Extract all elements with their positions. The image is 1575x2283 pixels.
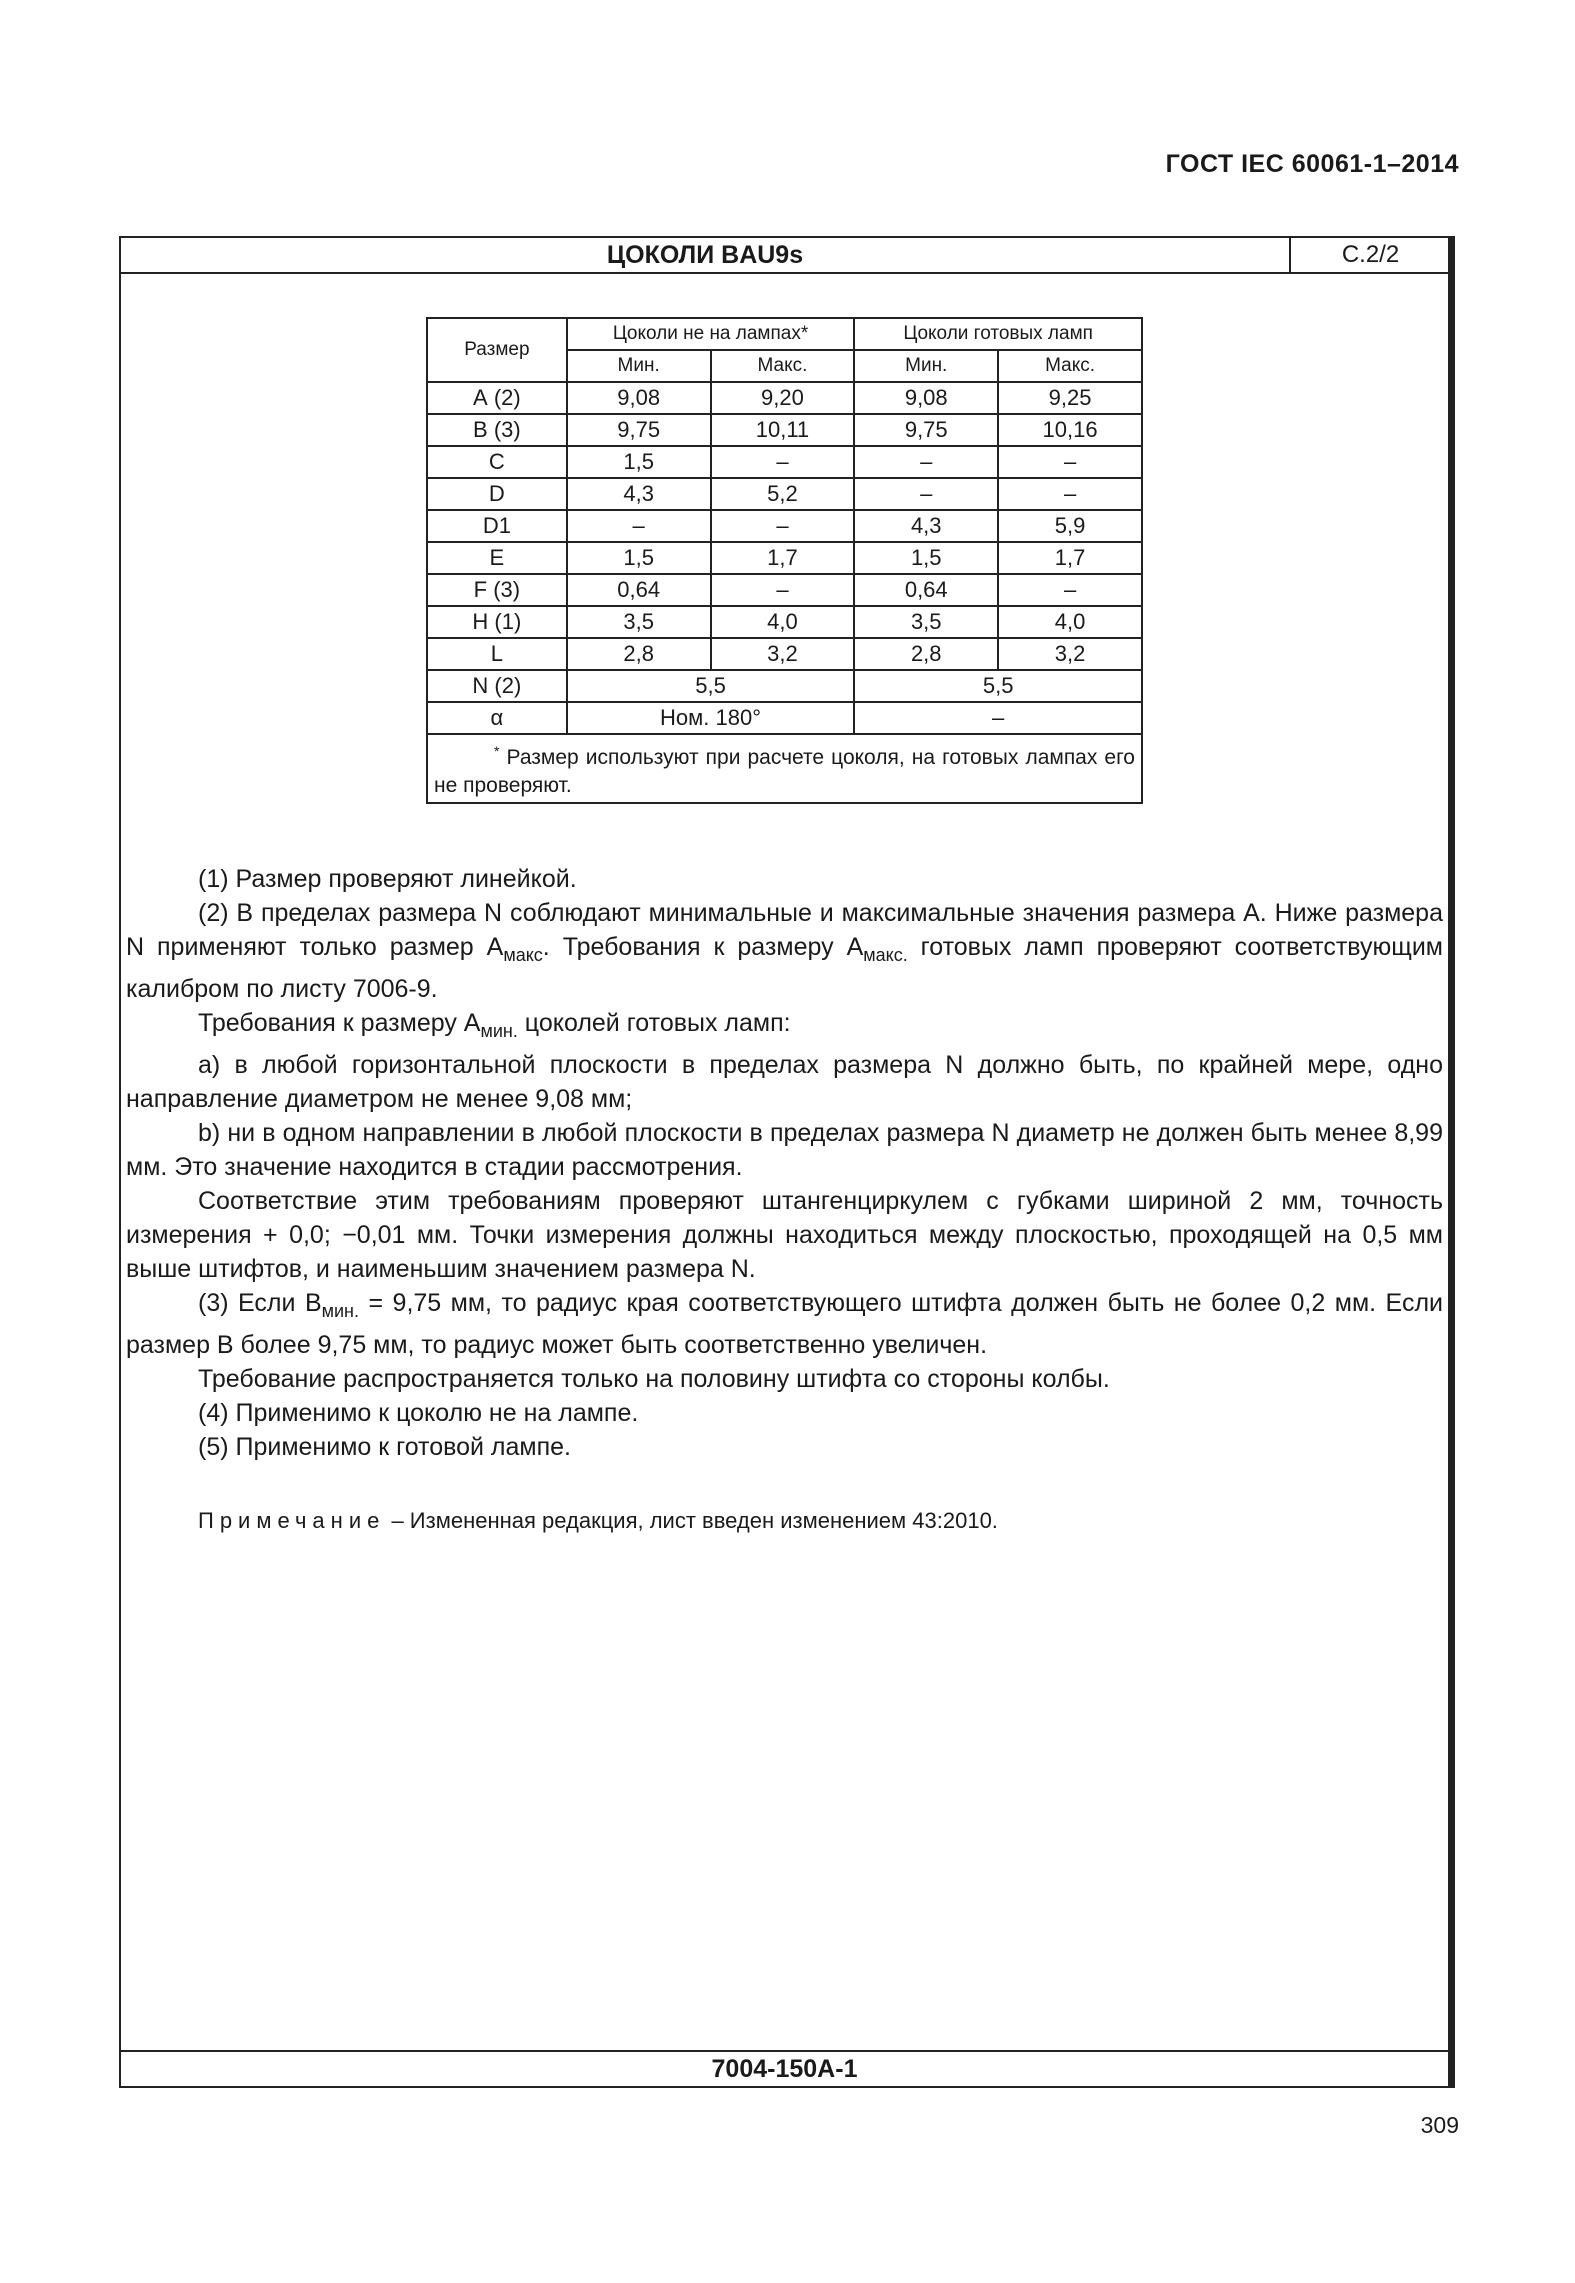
table-header-row	[427, 318, 1142, 350]
sheet-title: ЦОКОЛИ BAU9s	[606, 241, 804, 269]
table-row	[427, 446, 1142, 478]
cell-value: 5,9	[998, 510, 1142, 542]
note-2: (2) В пределах размера N соблюдают минимальные и максимальные значения размера А. Ниже размера N применяют только размер $А_{макс}$. Требования к размеру $А_{макс.}$ готовых ламп проверяют соответствующим калибром по листу 7006-9.	[126, 899, 1443, 1003]
table-row	[427, 478, 1142, 510]
remark-text: – Измененная редакция, лист введен изменением 43:2010.	[385, 1508, 998, 1533]
title-row	[121, 238, 1448, 274]
cell-value: Ном. 180°	[567, 702, 855, 734]
cell-value: 4,3	[854, 510, 998, 542]
cell-value: –	[711, 574, 855, 606]
cell-value: 9,08	[567, 382, 711, 414]
cell-value: 10,16	[998, 414, 1142, 446]
cell-value: 5,5	[567, 670, 855, 702]
cell-value: 1,7	[711, 542, 855, 574]
table-row	[427, 574, 1142, 606]
cell-value: –	[998, 478, 1142, 510]
note-1: (1) Размер проверяют линейкой.	[198, 865, 577, 893]
remark-label: Примечание	[198, 1508, 386, 1533]
cell-value: 1,7	[998, 542, 1142, 574]
cell-value: 4,0	[998, 606, 1142, 638]
table-footnote	[427, 734, 1142, 803]
table-row	[427, 638, 1142, 670]
row-size: Н (1)	[427, 606, 567, 638]
cell-value: –	[711, 446, 855, 478]
cell-value: –	[854, 702, 1142, 734]
note-5: (5) Применимо к готовой лампе.	[198, 1433, 571, 1461]
col-min-2: Мин.	[854, 350, 998, 382]
cell-value: –	[711, 510, 855, 542]
cell-value: 1,5	[854, 542, 998, 574]
compliance-paragraph: Соответствие этим требованиям проверяют штангенциркулем с губками шириной 2 мм, точность измерения + 0,0; −0,01 мм. Точки измерения должны находиться между плоскостью, проходящей на 0,5 мм выше штифтов, и наименьшим значением размера N.	[126, 1187, 1443, 1283]
col-max-2: Макс.	[998, 350, 1142, 382]
cell-value: 3,2	[711, 638, 855, 670]
notes-section	[126, 862, 1443, 1464]
cell-value: 0,64	[854, 574, 998, 606]
cell-value: 4,0	[711, 606, 855, 638]
cell-value: 9,20	[711, 382, 855, 414]
remark	[198, 1508, 998, 1534]
row-size: Е	[427, 542, 567, 574]
col-max-1: Макс.	[711, 350, 855, 382]
cell-value: 9,25	[998, 382, 1142, 414]
note-3-continuation: Требование распространяется только на половину штифта со стороны колбы.	[198, 1365, 1110, 1393]
footnote-text: Размер используют при расчете цоколя, на готовых лампах его не проверяют.	[434, 746, 1135, 797]
table-row	[427, 702, 1142, 734]
note-3: (3) Если $В_{мин.} = 9,75$ мм, то радиус края соответствующего штифта должен быть не более 0,2 мм. Если размер В более 9,75 мм, то радиус может быть соответственно увеличен.	[126, 1289, 1443, 1359]
col-size-header: Размер	[427, 318, 567, 382]
row-size: D1	[427, 510, 567, 542]
cell-value: 1,5	[567, 542, 711, 574]
cell-value: 0,64	[567, 574, 711, 606]
table-row	[427, 606, 1142, 638]
footnote-mark: *	[494, 743, 500, 759]
cell-value: –	[854, 446, 998, 478]
group-header-caps-without-lamps: Цоколи не на лампах*	[567, 318, 855, 350]
cell-value: –	[567, 510, 711, 542]
col-min-1: Мин.	[567, 350, 711, 382]
page-number: 309	[1420, 2112, 1459, 2138]
cell-value: 9,75	[854, 414, 998, 446]
row-size: α	[427, 702, 567, 734]
table-footnote-row	[427, 734, 1142, 803]
cell-value: 3,5	[567, 606, 711, 638]
cell-value: 3,5	[854, 606, 998, 638]
table-row	[427, 542, 1142, 574]
note-4: (4) Применимо к цоколю не на лампе.	[198, 1399, 639, 1427]
cell-value: 4,3	[567, 478, 711, 510]
sheet-number: С.2/2	[1289, 238, 1450, 272]
table-row	[427, 382, 1142, 414]
cell-value: 3,2	[998, 638, 1142, 670]
document-code: ГОСТ IEC 60061-1–2014	[1165, 150, 1459, 178]
cell-value: 5,2	[711, 478, 855, 510]
row-size: А (2)	[427, 382, 567, 414]
requirements-intro: Требования к размеру $А_{мин.}$ цоколей готовых ламп:	[198, 1009, 791, 1041]
table-row	[427, 670, 1142, 702]
cell-value: –	[998, 446, 1142, 478]
cell-value: –	[854, 478, 998, 510]
table-row	[427, 414, 1142, 446]
requirement-b: b) ни в одном направлении в любой плоскости в пределах размера N диаметр не должен быть менее 8,99 мм. Это значение находится в стадии рассмотрения.	[126, 1119, 1443, 1181]
table-row	[427, 510, 1142, 542]
cell-value: 5,5	[854, 670, 1142, 702]
row-size: С	[427, 446, 567, 478]
row-size: L	[427, 638, 567, 670]
row-size: F (3)	[427, 574, 567, 606]
row-size: D	[427, 478, 567, 510]
frame-border-right	[1450, 236, 1455, 2088]
dimensions-table	[426, 317, 1143, 804]
sheet-footer-code: 7004-150А-1	[121, 2050, 1448, 2086]
cell-value: –	[998, 574, 1142, 606]
row-size: В (3)	[427, 414, 567, 446]
cell-value: 9,75	[567, 414, 711, 446]
group-header-finished-lamps: Цоколи готовых ламп	[854, 318, 1142, 350]
cell-value: 10,11	[711, 414, 855, 446]
cell-value: 1,5	[567, 446, 711, 478]
row-size: N (2)	[427, 670, 567, 702]
requirement-a: a) в любой горизонтальной плоскости в пределах размера N должно быть, по крайней мере, одно направление диаметром не менее 9,08 мм;	[126, 1051, 1443, 1113]
cell-value: 2,8	[854, 638, 998, 670]
cell-value: 2,8	[567, 638, 711, 670]
cell-value: 9,08	[854, 382, 998, 414]
